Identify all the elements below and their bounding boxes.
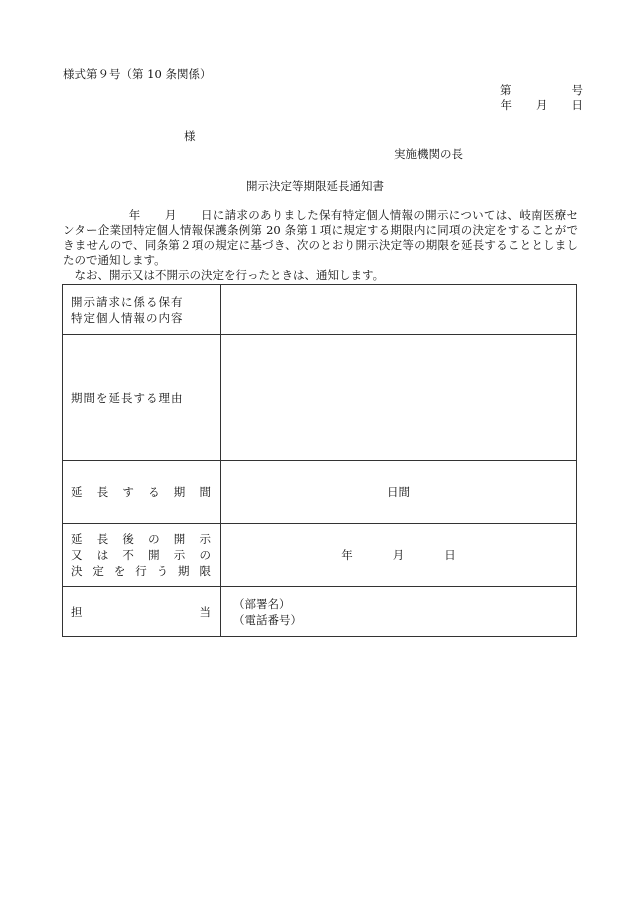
form-table [62,284,577,637]
deadline-year-unit: 年 [341,548,353,562]
label-line [71,484,212,500]
addressee: 様 [184,129,196,143]
label-char: を [113,564,127,578]
body-paragraph-1-text: 日に請求のありました保有特定個人情報の開示については、岐南医療センター企業団特定個人情報保護条例第 20 条第１項に規定する期限内に同項の決定をすることができませんので、同条第２項の規定に基づき、次のとおり開示決定等の期限を延長することとしましたので通知します。 [63,208,579,267]
label-line: 特定個人情報の内容 [71,310,184,325]
department-name-label: （部署名） [233,596,291,611]
label-char: う [156,564,170,578]
label-char: 担 [71,604,84,619]
table-row-reason [63,335,577,461]
label-char: 又 [71,548,84,562]
date-month: 月 [536,98,548,112]
form-number: 様式第９号（第 10 条関係） [63,67,212,81]
field-decision-deadline[interactable] [221,524,577,587]
label-char: は [96,548,110,562]
label-person-in-charge [63,587,221,637]
label-line [71,563,212,579]
field-request-content[interactable] [221,285,577,335]
period-days-unit: 日間 [387,485,410,499]
label-char: 行 [135,564,148,578]
label-char: 延 [71,532,84,546]
sender: 実施機関の長 [394,147,463,161]
label-char: 期 [178,564,191,578]
label-char: 当 [199,604,212,619]
label-char: 不 [122,548,135,562]
deadline-month-unit: 月 [392,548,405,562]
label-char: る [148,485,161,499]
label-char: 長 [96,485,110,499]
label-line [71,604,212,620]
label-extension-period [63,461,221,524]
document-number-line [500,82,583,98]
issue-date-line [501,97,584,113]
deadline-date [221,547,576,563]
label-char: 間 [199,485,212,499]
deadline-day-unit: 日 [444,548,456,562]
table-row-content [63,285,577,335]
label-char: 後 [122,532,135,546]
label-char: の [148,532,161,546]
label-char: 期 [173,485,187,499]
label-char: 開 [148,548,161,562]
field-extension-reason[interactable] [221,335,577,461]
label-char: 定 [92,564,105,578]
field-extension-period[interactable] [221,461,577,524]
body-year: 年 [128,208,141,222]
table-row-deadline [63,524,577,587]
label-line: 期間を延長する理由 [71,390,184,405]
date-year: 年 [500,98,512,112]
label-decision-deadline [63,524,221,587]
label-char: 決 [71,564,84,578]
label-line [71,547,212,563]
table-row-period [63,461,577,524]
document-title: 開示決定等期限延長通知書 [246,179,384,193]
table-row-contact [63,587,577,637]
label-request-content [63,285,221,335]
body-paragraph-2: なお、開示又は不開示の決定を行ったときは、通知します。 [74,268,385,282]
label-char: 開 [173,532,187,546]
field-person-in-charge[interactable] [221,587,577,637]
label-char: 示 [173,548,187,562]
date-day: 日 [571,98,583,112]
label-line [71,531,212,547]
number-prefix: 第 [500,83,512,97]
label-extension-reason [63,335,221,461]
label-char: 延 [71,485,84,499]
body-month: 月 [164,208,177,222]
label-char: す [122,485,135,499]
label-line: 開示請求に係る保有 [71,294,184,309]
number-suffix: 号 [571,83,583,97]
label-char: 示 [199,532,212,546]
body-text [63,208,578,283]
body-paragraph-1 [63,208,578,268]
phone-number-label: （電話番号） [233,612,302,627]
label-char: 長 [96,532,110,546]
label-char: の [199,548,212,562]
label-char: 限 [199,564,212,578]
